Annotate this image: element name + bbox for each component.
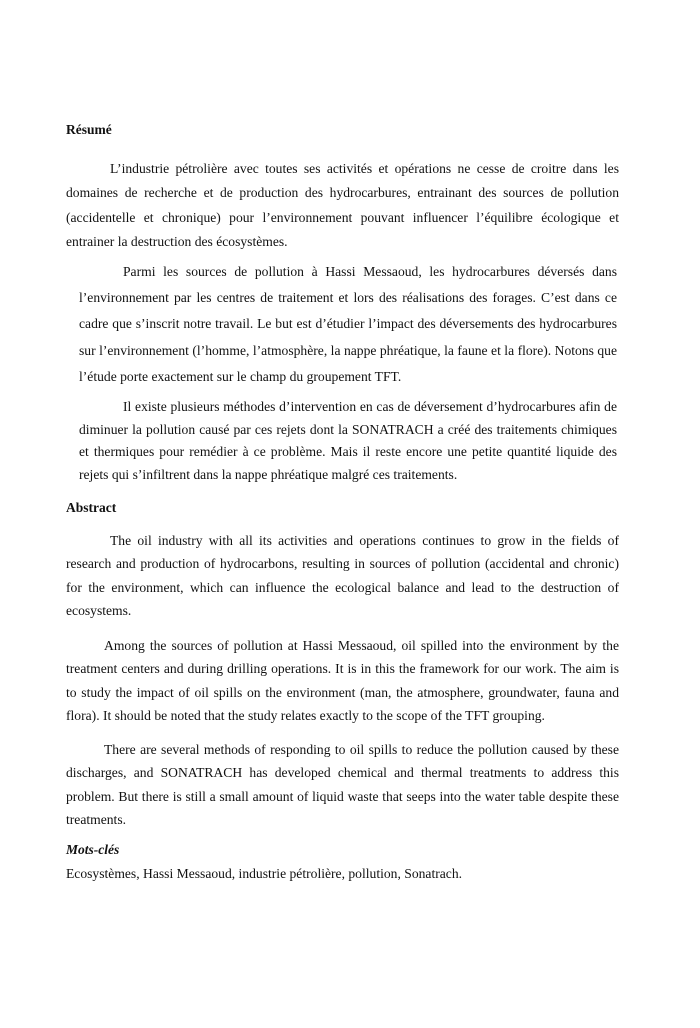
resume-heading: Résumé [66,122,112,137]
abstract-paragraph-3: There are several methods of responding to oil spills to reduce the pollution caused by these discharges, and SONATRACH has developed chemical and thermal treatments to address this problem. But there is still a small amount of liquid waste that seeps into the water table despite these treatments. [66,742,619,828]
resume-paragraph-1: L’industrie pétrolière avec toutes ses activités et opérations ne cesse de croitre dans les domaines de recherche et de production des hydrocarbures, entrainant des sources de pollution (accidentelle et chronique) pour l’environnement pouvant influencer l’équilibre écologique et entrainer la destruction des écosystèmes. [66,161,619,249]
abstract-heading: Abstract [66,500,117,515]
abstract-paragraph-2: Among the sources of pollution at Hassi Messaoud, oil spilled into the environment by the treatment centers and during drilling operations. It is in this the framework for our work. The aim is to study the impact of oil spills on the environment (man, the atmosphere, groundwater, fauna and flora). It should be noted that the study relates exactly to the scope of the TFT grouping. [66,638,619,724]
keywords-heading: Mots-clés [66,842,120,857]
keywords-text: Ecosystèmes, Hassi Messaoud, industrie pétrolière, pollution, Sonatrach. [66,866,463,881]
resume-paragraph-2: Parmi les sources de pollution à Hassi Messaoud, les hydrocarbures déversés dans l’environnement par les centres de traitement et lors des réalisations des forages. C’est dans ce cadre que s’inscrit notre travail. Le but est d’étudier l’impact des déversements des hydrocarbures sur l’environnement (l’homme, l’atmosphère, la nappe phréatique, la faune et la flore). Notons que l’étude porte exactement sur le champ du groupement TFT. [79,264,617,384]
resume-paragraph-3: Il existe plusieurs méthodes d’intervention en cas de déversement d’hydrocarbures afin de diminuer la pollution causé par ces rejets dont la SONATRACH a créé des traitements chimiques et thermiques pour remédier à ce problème. Mais il reste encore une petite quantité liquide des rejets qui s’infiltrent dans la nappe phréatique malgré ces traitements. [79,399,617,483]
abstract-paragraph-1: The oil industry with all its activities and operations continues to grow in the fields of research and production of hydrocarbons, resulting in sources of pollution (accidental and chronic) for the environment, which can influence the ecological balance and lead to the destruction of ecosystems. [66,533,619,619]
